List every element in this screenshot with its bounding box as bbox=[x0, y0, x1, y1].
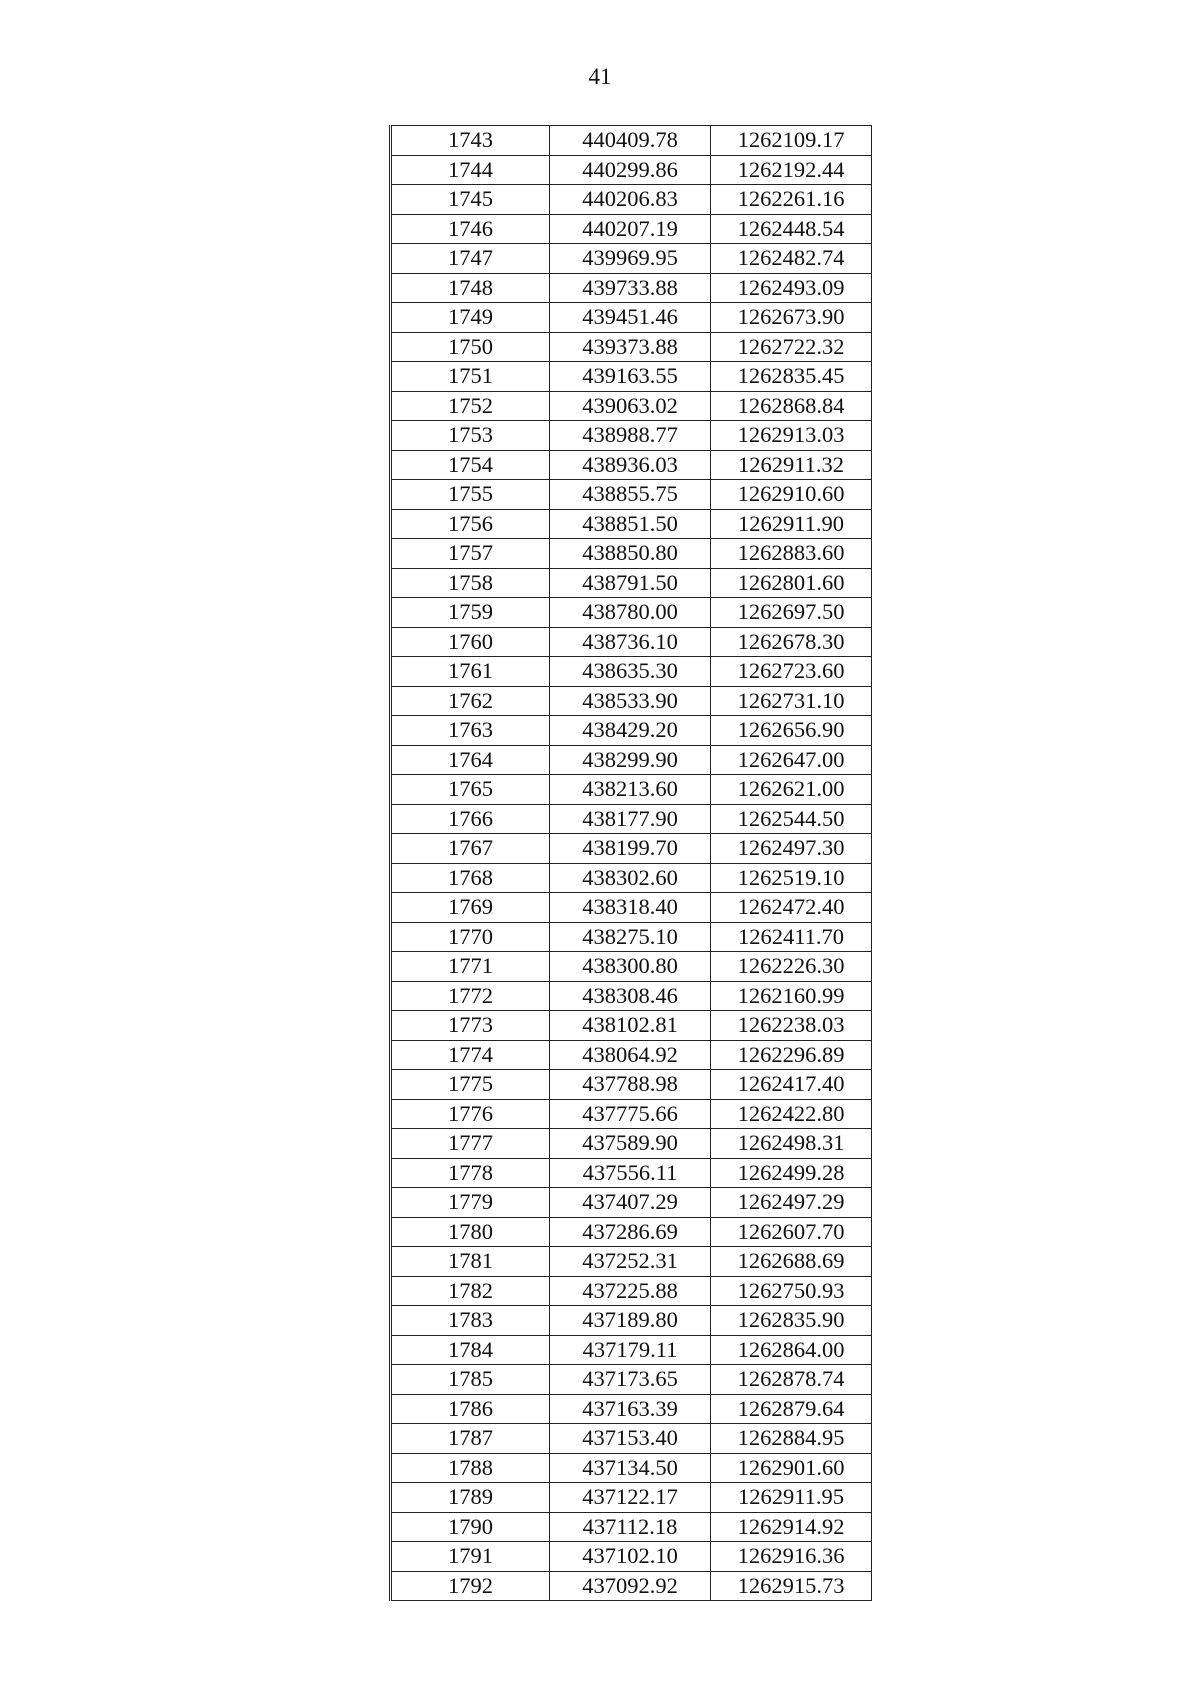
y-coordinate-cell: 1262544.50 bbox=[711, 804, 872, 834]
table-row bbox=[391, 863, 872, 893]
y-coordinate-cell: 1262878.74 bbox=[711, 1365, 872, 1395]
point-id-cell: 1743 bbox=[391, 126, 550, 156]
x-coordinate-cell: 440207.19 bbox=[550, 214, 711, 244]
y-coordinate-cell: 1262647.00 bbox=[711, 745, 872, 775]
point-id-cell: 1770 bbox=[391, 922, 550, 952]
coordinates-table-body bbox=[391, 126, 872, 1601]
x-coordinate-cell: 438300.80 bbox=[550, 952, 711, 982]
y-coordinate-cell: 1262688.69 bbox=[711, 1247, 872, 1277]
table-row bbox=[391, 1512, 872, 1542]
point-id-cell: 1766 bbox=[391, 804, 550, 834]
x-coordinate-cell: 437225.88 bbox=[550, 1276, 711, 1306]
x-coordinate-cell: 438177.90 bbox=[550, 804, 711, 834]
point-id-cell: 1776 bbox=[391, 1099, 550, 1129]
x-coordinate-cell: 437112.18 bbox=[550, 1512, 711, 1542]
x-coordinate-cell: 438213.60 bbox=[550, 775, 711, 805]
y-coordinate-cell: 1262914.92 bbox=[711, 1512, 872, 1542]
table-row bbox=[391, 1306, 872, 1336]
y-coordinate-cell: 1262493.09 bbox=[711, 273, 872, 303]
y-coordinate-cell: 1262879.64 bbox=[711, 1394, 872, 1424]
point-id-cell: 1753 bbox=[391, 421, 550, 451]
point-id-cell: 1749 bbox=[391, 303, 550, 333]
y-coordinate-cell: 1262607.70 bbox=[711, 1217, 872, 1247]
point-id-cell: 1782 bbox=[391, 1276, 550, 1306]
y-coordinate-cell: 1262722.32 bbox=[711, 332, 872, 362]
y-coordinate-cell: 1262621.00 bbox=[711, 775, 872, 805]
point-id-cell: 1771 bbox=[391, 952, 550, 982]
table-row bbox=[391, 598, 872, 628]
x-coordinate-cell: 437189.80 bbox=[550, 1306, 711, 1336]
y-coordinate-cell: 1262673.90 bbox=[711, 303, 872, 333]
table-row bbox=[391, 775, 872, 805]
x-coordinate-cell: 437153.40 bbox=[550, 1424, 711, 1454]
table-row bbox=[391, 1247, 872, 1277]
y-coordinate-cell: 1262498.31 bbox=[711, 1129, 872, 1159]
table-row bbox=[391, 568, 872, 598]
point-id-cell: 1779 bbox=[391, 1188, 550, 1218]
x-coordinate-cell: 438988.77 bbox=[550, 421, 711, 451]
point-id-cell: 1768 bbox=[391, 863, 550, 893]
x-coordinate-cell: 438429.20 bbox=[550, 716, 711, 746]
table-row bbox=[391, 214, 872, 244]
y-coordinate-cell: 1262499.28 bbox=[711, 1158, 872, 1188]
x-coordinate-cell: 437556.11 bbox=[550, 1158, 711, 1188]
y-coordinate-cell: 1262261.16 bbox=[711, 185, 872, 215]
y-coordinate-cell: 1262911.32 bbox=[711, 450, 872, 480]
x-coordinate-cell: 437788.98 bbox=[550, 1070, 711, 1100]
table-row bbox=[391, 804, 872, 834]
point-id-cell: 1769 bbox=[391, 893, 550, 923]
page-number: 41 bbox=[588, 64, 612, 89]
x-coordinate-cell: 439163.55 bbox=[550, 362, 711, 392]
x-coordinate-cell: 437092.92 bbox=[550, 1571, 711, 1601]
y-coordinate-cell: 1262497.29 bbox=[711, 1188, 872, 1218]
point-id-cell: 1755 bbox=[391, 480, 550, 510]
y-coordinate-cell: 1262411.70 bbox=[711, 922, 872, 952]
table-row bbox=[391, 450, 872, 480]
point-id-cell: 1781 bbox=[391, 1247, 550, 1277]
point-id-cell: 1777 bbox=[391, 1129, 550, 1159]
table-row bbox=[391, 303, 872, 333]
table-row bbox=[391, 981, 872, 1011]
point-id-cell: 1763 bbox=[391, 716, 550, 746]
y-coordinate-cell: 1262482.74 bbox=[711, 244, 872, 274]
table-row bbox=[391, 1011, 872, 1041]
table-row bbox=[391, 922, 872, 952]
y-coordinate-cell: 1262911.90 bbox=[711, 509, 872, 539]
table-row bbox=[391, 1040, 872, 1070]
table-row bbox=[391, 1571, 872, 1601]
x-coordinate-cell: 439373.88 bbox=[550, 332, 711, 362]
y-coordinate-cell: 1262226.30 bbox=[711, 952, 872, 982]
x-coordinate-cell: 437589.90 bbox=[550, 1129, 711, 1159]
y-coordinate-cell: 1262835.45 bbox=[711, 362, 872, 392]
table-row bbox=[391, 273, 872, 303]
y-coordinate-cell: 1262417.40 bbox=[711, 1070, 872, 1100]
point-id-cell: 1754 bbox=[391, 450, 550, 480]
table-row bbox=[391, 1453, 872, 1483]
x-coordinate-cell: 440299.86 bbox=[550, 155, 711, 185]
point-id-cell: 1747 bbox=[391, 244, 550, 274]
table-row bbox=[391, 1276, 872, 1306]
y-coordinate-cell: 1262678.30 bbox=[711, 627, 872, 657]
x-coordinate-cell: 437102.10 bbox=[550, 1542, 711, 1572]
y-coordinate-cell: 1262731.10 bbox=[711, 686, 872, 716]
coordinates-table bbox=[389, 125, 872, 1601]
table-row bbox=[391, 244, 872, 274]
y-coordinate-cell: 1262884.95 bbox=[711, 1424, 872, 1454]
y-coordinate-cell: 1262910.60 bbox=[711, 480, 872, 510]
point-id-cell: 1775 bbox=[391, 1070, 550, 1100]
point-id-cell: 1762 bbox=[391, 686, 550, 716]
x-coordinate-cell: 438318.40 bbox=[550, 893, 711, 923]
point-id-cell: 1760 bbox=[391, 627, 550, 657]
x-coordinate-cell: 438791.50 bbox=[550, 568, 711, 598]
table-row bbox=[391, 1542, 872, 1572]
y-coordinate-cell: 1262916.36 bbox=[711, 1542, 872, 1572]
point-id-cell: 1784 bbox=[391, 1335, 550, 1365]
table-row bbox=[391, 716, 872, 746]
x-coordinate-cell: 438850.80 bbox=[550, 539, 711, 569]
point-id-cell: 1774 bbox=[391, 1040, 550, 1070]
y-coordinate-cell: 1262656.90 bbox=[711, 716, 872, 746]
x-coordinate-cell: 438102.81 bbox=[550, 1011, 711, 1041]
point-id-cell: 1785 bbox=[391, 1365, 550, 1395]
point-id-cell: 1761 bbox=[391, 657, 550, 687]
table-row bbox=[391, 332, 872, 362]
table-row bbox=[391, 1188, 872, 1218]
table-row bbox=[391, 1365, 872, 1395]
x-coordinate-cell: 438299.90 bbox=[550, 745, 711, 775]
point-id-cell: 1756 bbox=[391, 509, 550, 539]
point-id-cell: 1746 bbox=[391, 214, 550, 244]
point-id-cell: 1750 bbox=[391, 332, 550, 362]
y-coordinate-cell: 1262697.50 bbox=[711, 598, 872, 628]
y-coordinate-cell: 1262864.00 bbox=[711, 1335, 872, 1365]
y-coordinate-cell: 1262901.60 bbox=[711, 1453, 872, 1483]
point-id-cell: 1786 bbox=[391, 1394, 550, 1424]
x-coordinate-cell: 438275.10 bbox=[550, 922, 711, 952]
x-coordinate-cell: 438936.03 bbox=[550, 450, 711, 480]
y-coordinate-cell: 1262868.84 bbox=[711, 391, 872, 421]
x-coordinate-cell: 438635.30 bbox=[550, 657, 711, 687]
table-row bbox=[391, 1394, 872, 1424]
table-row bbox=[391, 1070, 872, 1100]
x-coordinate-cell: 439733.88 bbox=[550, 273, 711, 303]
table-row bbox=[391, 1424, 872, 1454]
table-row bbox=[391, 834, 872, 864]
point-id-cell: 1791 bbox=[391, 1542, 550, 1572]
x-coordinate-cell: 438736.10 bbox=[550, 627, 711, 657]
point-id-cell: 1789 bbox=[391, 1483, 550, 1513]
x-coordinate-cell: 439063.02 bbox=[550, 391, 711, 421]
x-coordinate-cell: 437286.69 bbox=[550, 1217, 711, 1247]
y-coordinate-cell: 1262913.03 bbox=[711, 421, 872, 451]
point-id-cell: 1772 bbox=[391, 981, 550, 1011]
table-row bbox=[391, 126, 872, 156]
x-coordinate-cell: 438302.60 bbox=[550, 863, 711, 893]
point-id-cell: 1773 bbox=[391, 1011, 550, 1041]
y-coordinate-cell: 1262422.80 bbox=[711, 1099, 872, 1129]
point-id-cell: 1751 bbox=[391, 362, 550, 392]
point-id-cell: 1787 bbox=[391, 1424, 550, 1454]
table-row bbox=[391, 627, 872, 657]
table-row bbox=[391, 745, 872, 775]
table-row bbox=[391, 952, 872, 982]
point-id-cell: 1752 bbox=[391, 391, 550, 421]
table-row bbox=[391, 1217, 872, 1247]
table-row bbox=[391, 1129, 872, 1159]
table-row bbox=[391, 1158, 872, 1188]
x-coordinate-cell: 437407.29 bbox=[550, 1188, 711, 1218]
y-coordinate-cell: 1262296.89 bbox=[711, 1040, 872, 1070]
table-row bbox=[391, 362, 872, 392]
point-id-cell: 1780 bbox=[391, 1217, 550, 1247]
table-row bbox=[391, 686, 872, 716]
x-coordinate-cell: 438855.75 bbox=[550, 480, 711, 510]
y-coordinate-cell: 1262915.73 bbox=[711, 1571, 872, 1601]
point-id-cell: 1759 bbox=[391, 598, 550, 628]
y-coordinate-cell: 1262883.60 bbox=[711, 539, 872, 569]
point-id-cell: 1757 bbox=[391, 539, 550, 569]
point-id-cell: 1767 bbox=[391, 834, 550, 864]
point-id-cell: 1783 bbox=[391, 1306, 550, 1336]
point-id-cell: 1748 bbox=[391, 273, 550, 303]
point-id-cell: 1792 bbox=[391, 1571, 550, 1601]
table-row bbox=[391, 421, 872, 451]
x-coordinate-cell: 438199.70 bbox=[550, 834, 711, 864]
table-row bbox=[391, 185, 872, 215]
point-id-cell: 1790 bbox=[391, 1512, 550, 1542]
y-coordinate-cell: 1262911.95 bbox=[711, 1483, 872, 1513]
y-coordinate-cell: 1262448.54 bbox=[711, 214, 872, 244]
x-coordinate-cell: 438851.50 bbox=[550, 509, 711, 539]
x-coordinate-cell: 437122.17 bbox=[550, 1483, 711, 1513]
table-row bbox=[391, 893, 872, 923]
x-coordinate-cell: 439451.46 bbox=[550, 303, 711, 333]
x-coordinate-cell: 440206.83 bbox=[550, 185, 711, 215]
point-id-cell: 1788 bbox=[391, 1453, 550, 1483]
x-coordinate-cell: 440409.78 bbox=[550, 126, 711, 156]
y-coordinate-cell: 1262160.99 bbox=[711, 981, 872, 1011]
point-id-cell: 1758 bbox=[391, 568, 550, 598]
x-coordinate-cell: 438308.46 bbox=[550, 981, 711, 1011]
point-id-cell: 1765 bbox=[391, 775, 550, 805]
y-coordinate-cell: 1262835.90 bbox=[711, 1306, 872, 1336]
table-row bbox=[391, 539, 872, 569]
y-coordinate-cell: 1262497.30 bbox=[711, 834, 872, 864]
y-coordinate-cell: 1262801.60 bbox=[711, 568, 872, 598]
x-coordinate-cell: 437179.11 bbox=[550, 1335, 711, 1365]
y-coordinate-cell: 1262519.10 bbox=[711, 863, 872, 893]
x-coordinate-cell: 438533.90 bbox=[550, 686, 711, 716]
y-coordinate-cell: 1262472.40 bbox=[711, 893, 872, 923]
x-coordinate-cell: 437775.66 bbox=[550, 1099, 711, 1129]
table-row bbox=[391, 509, 872, 539]
y-coordinate-cell: 1262238.03 bbox=[711, 1011, 872, 1041]
y-coordinate-cell: 1262723.60 bbox=[711, 657, 872, 687]
point-id-cell: 1745 bbox=[391, 185, 550, 215]
y-coordinate-cell: 1262192.44 bbox=[711, 155, 872, 185]
x-coordinate-cell: 438064.92 bbox=[550, 1040, 711, 1070]
table-row bbox=[391, 1099, 872, 1129]
point-id-cell: 1764 bbox=[391, 745, 550, 775]
x-coordinate-cell: 439969.95 bbox=[550, 244, 711, 274]
y-coordinate-cell: 1262109.17 bbox=[711, 126, 872, 156]
x-coordinate-cell: 437163.39 bbox=[550, 1394, 711, 1424]
table-row bbox=[391, 480, 872, 510]
table-row bbox=[391, 391, 872, 421]
point-id-cell: 1778 bbox=[391, 1158, 550, 1188]
table-row bbox=[391, 1483, 872, 1513]
y-coordinate-cell: 1262750.93 bbox=[711, 1276, 872, 1306]
table-row bbox=[391, 1335, 872, 1365]
x-coordinate-cell: 437173.65 bbox=[550, 1365, 711, 1395]
x-coordinate-cell: 437134.50 bbox=[550, 1453, 711, 1483]
point-id-cell: 1744 bbox=[391, 155, 550, 185]
x-coordinate-cell: 437252.31 bbox=[550, 1247, 711, 1277]
table-row bbox=[391, 155, 872, 185]
x-coordinate-cell: 438780.00 bbox=[550, 598, 711, 628]
table-row bbox=[391, 657, 872, 687]
